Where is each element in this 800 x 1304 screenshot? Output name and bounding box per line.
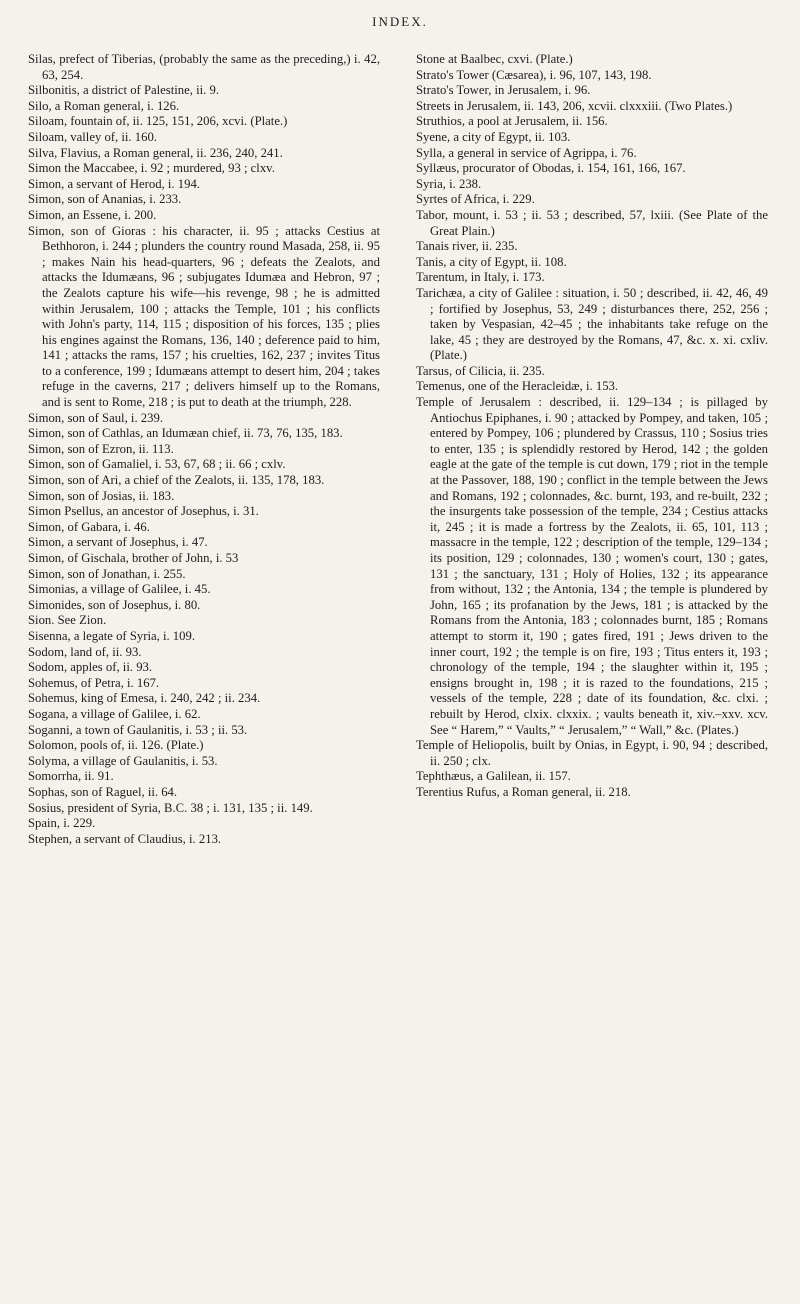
index-entry: Stephen, a servant of Claudius, i. 213. [28,831,222,846]
index-entry: Strato's Tower, in Jerusalem, i. 96. [416,83,591,98]
index-entry: Tephthæus, a Galilean, ii. 157. [416,769,571,784]
index-entry: Sylla, a general in service of Agrippa, i. 76. [416,145,637,160]
index-entry: Silbonitis, a district of Palestine, ii. 9. [28,83,220,98]
index-entry: Sisenna, a legate of Syria, i. 109. [28,628,196,643]
index-entry: Tanis, a city of Egypt, ii. 108. [416,254,567,269]
index-entry: Sohemus, of Petra, i. 167. [28,675,160,690]
index-entry: Simon, of Gischala, brother of John, i. 53 [28,551,239,565]
index-entry: Sohemus, king of Emesa, i. 240, 242 ; ii. 234. [28,691,261,706]
index-entry: Simon Psellus, an ancestor of Josephus, i. 31. [28,504,259,519]
index-entry: Tabor, mount, i. 53 ; ii. 53 ; described, 57, lxiii. (See Plate of the Great Plain.) [416,207,768,238]
index-entry: Sogana, a village of Galilee, i. 62. [28,706,201,721]
index-entry: Siloam, valley of, ii. 160. [28,129,157,144]
index-entry: Sodom, land of, ii. 93. [28,644,142,659]
index-entry: Simon, son of Ananias, i. 233. [28,192,182,207]
index-entry: Tarsus, of Cilicia, ii. 235. [416,363,545,378]
index-entry: Simon, son of Saul, i. 239. [28,410,163,425]
index-entry: Stone at Baalbec, cxvi. (Plate.) [416,52,573,66]
index-entry: Simonides, son of Josephus, i. 80. [28,597,201,612]
index-entry: Simon, son of Gamaliel, i. 53, 67, 68 ; ii. 66 ; cxlv. [28,457,286,472]
index-entry: Strato's Tower (Cæsarea), i. 96, 107, 143, 198. [416,67,652,82]
index-entry: Solyma, a village of Gaulanitis, i. 53. [28,753,218,768]
index-entry: Simon, son of Gioras : his character, ii. 95 ; attacks Cestius at Bethhoron, i. 244 ; plunders the country round Masada, 258, ii. 95 ; makes Nain his head-quarters, 96 ; defeats the Zealots, and attacks the Idumæans, 96 ; subjugates Idumæa and Hebron, 97 ; the Zealots capture his wife—his revenge, 98 ; he is admitted within Jerusalem, 100 ; attacks the Temple, 101 ; his conflicts with John's party, 114, 115 ; disposition of his forces, 135 ; plies his engines against the Romans, 136, 140 ; deference paid to him, 141 ; attacks the rams, 157 ; his cruelties, 162, 237 ; invites Titus to a conference, 199 ; Idumæans attempt to desert him, 204 ; takes refuge in the caverns, 217 ; delivers himself up to the Romans, and is sent to Rome, 218 ; is put to death at the triumph, 228. [28,223,380,410]
index-entry: Streets in Jerusalem, ii. 143, 206, xcvii. clxxxiii. (Two Plates.) [416,98,733,113]
index-entry: Spain, i. 229. [28,816,96,831]
index-entry: Siloam, fountain of, ii. 125, 151, 206, xcvi. (Plate.) [28,114,288,129]
index-entry: Sosius, president of Syria, B.C. 38 ; i. 131, 135 ; ii. 149. [28,800,313,815]
index-entry: Syllæus, procurator of Obodas, i. 154, 161, 166, 167. [416,161,686,176]
index-entry: Simon, son of Jonathan, i. 255. [28,566,186,581]
page-heading: INDEX. [372,14,428,29]
index-entry: Temple of Heliopolis, built by Onias, in Egypt, i. 90, 94 ; described, ii. 250 ; clx. [416,738,768,768]
index-entry: Tarichæa, a city of Galilee : situation, i. 50 ; described, ii. 42, 46, 49 ; fortified by Josephus, 53, 249 ; disturbances there, 252, 256 ; taken by Vespasian, 42–45 ; the inhabitants take refuge on the lake, 45 ; they are destroyed by the Romans, 47, &c. x. xi. cxliv. (Plate.) [416,285,768,363]
index-entry: Simon, a servant of Josephus, i. 47. [28,535,208,550]
index-entry: Terentius Rufus, a Roman general, ii. 218. [416,784,631,799]
index-entry: Somorrha, ii. 91. [28,769,114,784]
index-entry: Sodom, apples of, ii. 93. [28,660,153,675]
left-column [28,52,380,847]
index-entry: Sion. See Zion. [28,613,107,628]
index-entry: Silas, prefect of Tiberias, (probably the same as the preceding,) i. 42, 63, 254. [28,52,380,82]
index-entry: Simonias, a village of Galilee, i. 45. [28,582,211,597]
index-entry: Syria, i. 238. [416,176,482,191]
index-entry: Tanais river, ii. 235. [416,239,518,254]
index-entry: Solomon, pools of, ii. 126. (Plate.) [28,738,204,753]
index-entry: Temenus, one of the Heracleidæ, i. 153. [416,379,619,394]
index-entry: Struthios, a pool at Jerusalem, ii. 156. [416,114,608,129]
index-entry: Temple of Jerusalem : described, ii. 129–134 ; is pillaged by Antiochus Epiphanes, i. 90 ; attacked by Pompey, and taken, 105 ; entered by Pompey, 106 ; plundered by Crassus, 110 ; Sosius tries to enter, 135 ; is splendidly restored by Herod, 142 ; the golden eagle at the gate of the temple is cut down, 179 ; riot in the temple at the Passover, 188, 190 ; conflict in the temple between the Jews and Romans, 192 ; colonnades, &c. burnt, 193, and re-built, 232 ; the insurgents take possession of the temple, 234 ; Cestius attacks it, 245 ; it is made a fortress by the Zealots, ii. 65, 101, 113 ; massacre in the temple, 122 ; description of the temple, 129–134 ; its position, 129 ; colonnades, 130 ; women's court, 130 ; gates, 131 ; the sanctuary, 131 ; Holy of Holies, 132 ; its appearance from without, 132 ; the Antonia, 134 ; the temple is plundered by John, 165 ; its profanation by the Jews, 181 ; is attacked by the Romans from the Antonia, 183 ; colonnades burnt, 185 ; Romans attempt to storm it, 190 ; gates fired, 191 ; Jews driven to the inner court, 192 ; the temple is on fire, 193 ; Titus enters it, 193 ; chronology of the temple, 194 ; the slaughter within it, 195 ; ensigns brought in, 198 ; it is razed to the foundations, 215 ; vessels of the temple, 228 ; date of its foundation, &c. clxi. ; rebuilt by Herod, clxix. clxxix. ; vaults beneath it, xiv.–xxv. xcv. See “ Harem,” “ Vaults,” “ Jerusalem,” “ Wall,” &c. (Plates.) [416,395,768,737]
index-entry: Simon, son of Ari, a chief of the Zealots, ii. 135, 178, 183. [28,473,325,488]
index-entry: Simon, a servant of Herod, i. 194. [28,176,200,191]
index-entry: Simon, son of Josias, ii. 183. [28,488,175,503]
index-entry: Silo, a Roman general, i. 126. [28,98,180,113]
index-entry: Sophas, son of Raguel, ii. 64. [28,784,178,799]
index-entry: Tarentum, in Italy, i. 173. [416,270,545,285]
index-entry: Simon, son of Ezron, ii. 113. [28,441,174,456]
index-entry: Silva, Flavius, a Roman general, ii. 236, 240, 241. [28,145,283,160]
index-entry: Simon the Maccabee, i. 92 ; murdered, 93 ; clxv. [28,161,275,176]
index-entry: Syene, a city of Egypt, ii. 103. [416,129,571,144]
index-entry: Simon, an Essene, i. 200. [28,207,157,222]
right-column [416,52,768,801]
index-entry: Simon, son of Cathlas, an Idumæan chief, ii. 73, 76, 135, 183. [28,426,343,441]
index-entry: Syrtes of Africa, i. 229. [416,192,535,207]
index-entry: Soganni, a town of Gaulanitis, i. 53 ; ii. 53. [28,722,248,737]
index-entry: Simon, of Gabara, i. 46. [28,519,150,534]
